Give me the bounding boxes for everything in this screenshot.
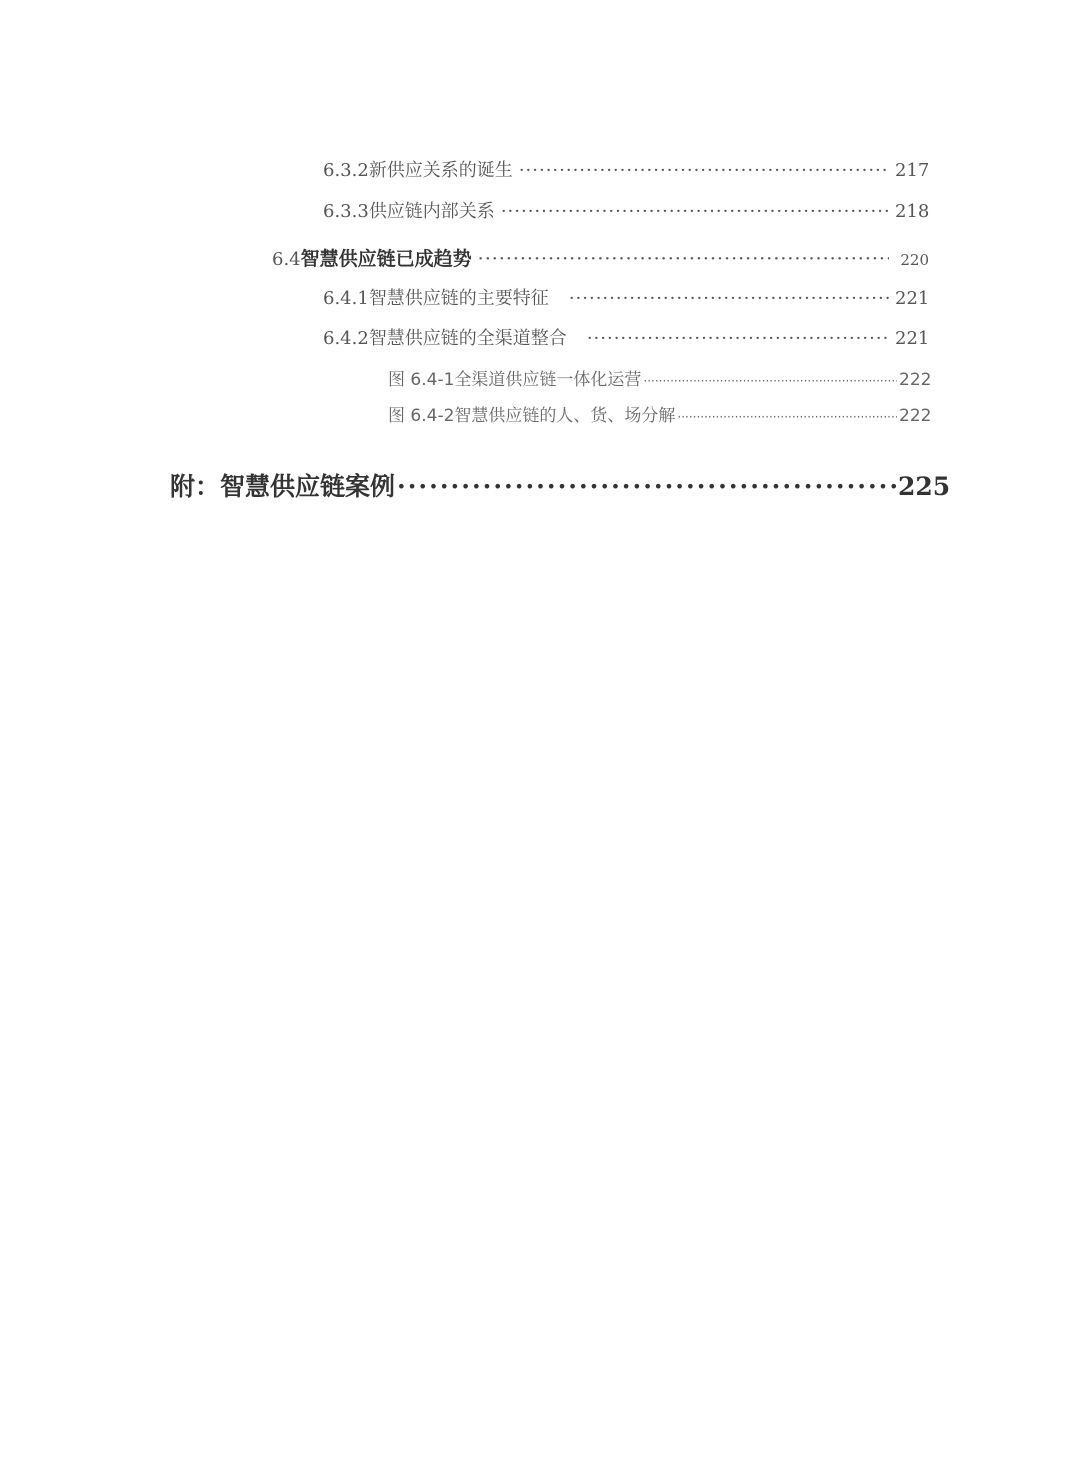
entry-title: 新供应关系的诞生 [368,160,513,181]
figure-page-number: 222 [899,406,932,426]
dot-leader [478,248,889,270]
toc-entry-6-3-2 [323,156,929,182]
entry-number: 6.4.1 [323,288,369,309]
entry-number: 6.3.2 [323,160,369,181]
entry-page-number: 217 [895,160,930,181]
appendix-title: 附：智慧供应链案例 [170,472,396,501]
figure-number: 图 6.4-2 [388,406,455,426]
figure-page-number: 222 [899,370,932,390]
entry-page-number: 221 [895,288,930,309]
dot-leader [519,160,889,181]
entry-title: 供应链内部关系 [368,201,495,222]
entry-number: 6.4 [272,249,301,270]
toc-entry-6-4 [272,244,929,272]
entry-title: 智慧供应链的全渠道整合 [368,328,567,349]
dot-leader [677,410,897,424]
toc-figure-6-4-2 [388,401,932,426]
dot-leader [587,328,889,349]
dot-leader [397,472,896,501]
figure-title: 全渠道供应链一体化运营 [454,370,642,390]
entry-page-number: 218 [895,201,930,222]
toc-figure-6-4-1 [388,365,932,390]
toc-entry-6-4-1 [323,284,929,310]
figure-title: 智慧供应链的人、货、场分解 [454,406,676,426]
entry-title: 智慧供应链的主要特征 [368,288,549,309]
toc-entry-6-3-3 [323,197,929,223]
entry-page-number: 221 [895,328,930,349]
entry-number: 6.3.3 [323,201,369,222]
dot-leader [569,288,889,309]
entry-title: 智慧供应链已成趋势 [300,248,472,270]
entry-number: 6.4.2 [323,328,369,349]
appendix-page-number: 225 [898,472,951,501]
toc-entry-6-4-2 [323,324,929,350]
entry-page-number: 220 [900,251,929,269]
figure-number: 图 6.4-1 [388,370,455,390]
dot-leader [643,374,897,388]
toc-appendix [170,467,951,501]
dot-leader [501,201,889,222]
